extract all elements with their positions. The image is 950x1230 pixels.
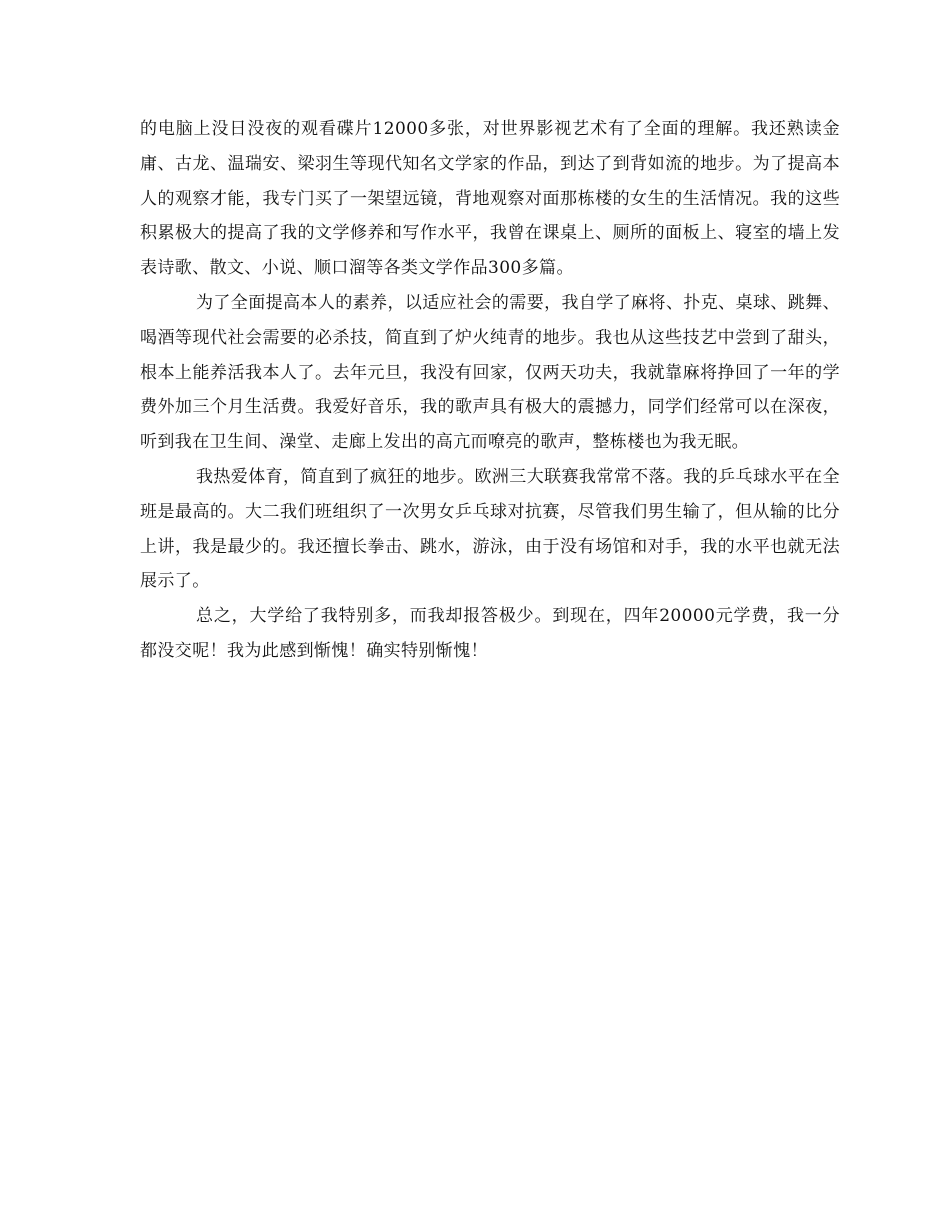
paragraph-1: 的电脑上没日没夜的观看碟片12000多张，对世界影视艺术有了全面的理解。我还熟读金庸、古龙、温瑞安、梁羽生等现代知名文学家的作品，到达了到背如流的地步。为了提高本人的观察才能，我专门买了一架望远镜，背地观察对面那栋楼的女生的生活情况。我的这些积累极大的提高了我的文学修养和写作水平，我曾在课桌上、厕所的面板上、寝室的墙上发表诗歌、散文、小说、顺口溜等各类文学作品300多篇。 (140, 119, 840, 279)
paragraph-4: 总之，大学给了我特别多，而我却报答极少。到现在，四年20000元学费，我一分都没交呢！我为此感到惭愧！确实特别惭愧！ (140, 606, 840, 661)
paragraph-2: 为了全面提高本人的素养，以适应社会的需要，我自学了麻将、扑克、桌球、跳舞、喝酒等现代社会需要的必杀技，简直到了炉火纯青的地步。我也从这些技艺中尝到了甜头，根本上能养活我本人了。去年元旦，我没有回家，仅两天功夫，我就靠麻将挣回了一年的学费外加三个月生活费。我爱好音乐，我的歌声具有极大的震撼力，同学们经常可以在深夜，听到我在卫生间、澡堂、走廊上发出的高亢而嘹亮的歌声，整栋楼也为我无眠。 (140, 292, 840, 453)
paragraph-3: 我热爱体育，简直到了疯狂的地步。欧洲三大联赛我常常不落。我的乒乓球水平在全班是最高的。大二我们班组织了一次男女乒乓球对抗赛，尽管我们男生输了，但从输的比分上讲，我是最少的。我还擅长拳击、跳水，游泳，由于没有场馆和对手，我的水平也就无法展示了。 (140, 466, 840, 592)
document-body (140, 112, 840, 669)
